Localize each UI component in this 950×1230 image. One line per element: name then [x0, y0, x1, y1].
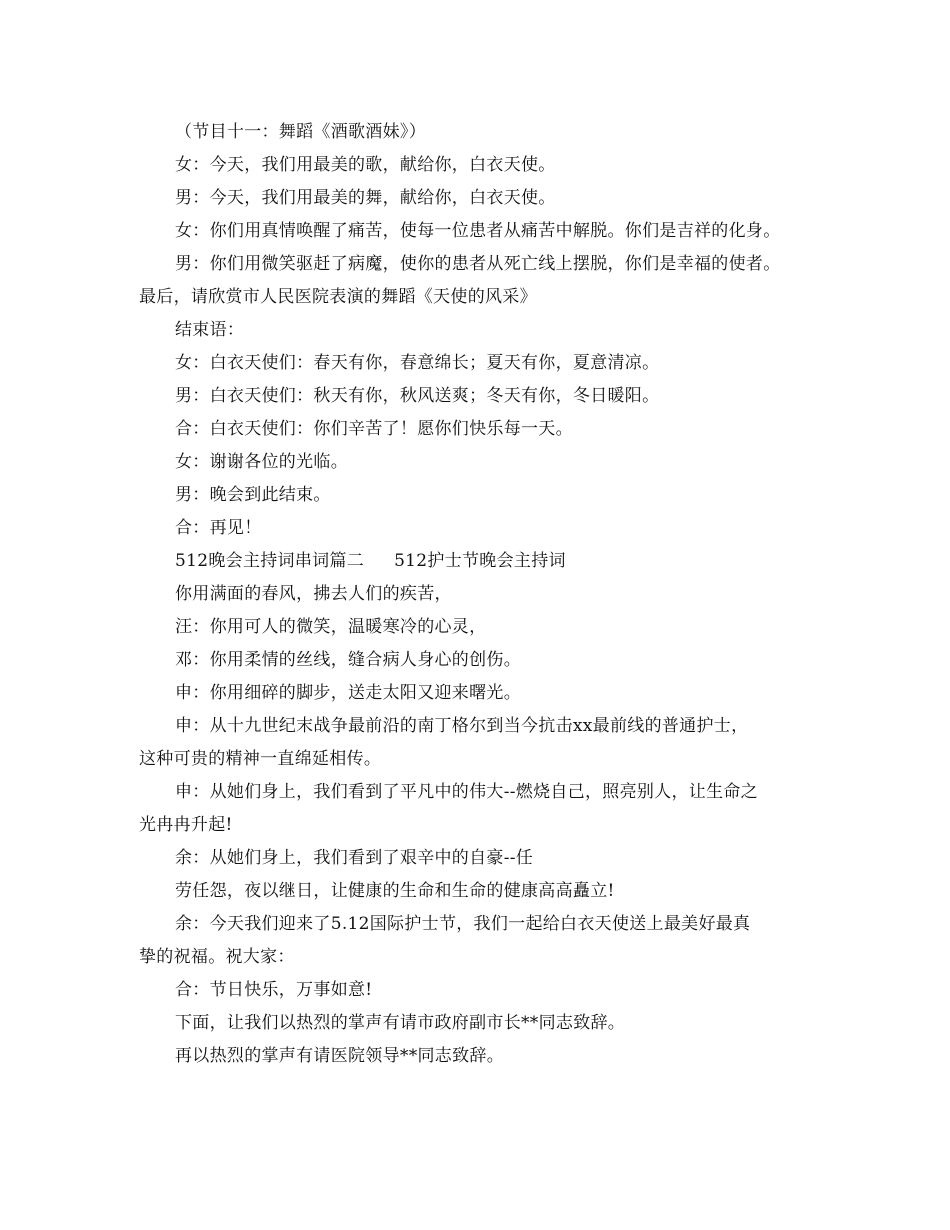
paragraph: 合：再见！ — [175, 518, 262, 538]
paragraph-continuation: 光冉冉升起! — [139, 815, 233, 835]
paragraph: 你用满面的春风，拂去人们的疾苦， — [175, 584, 452, 604]
paragraph: 再以热烈的掌声有请医院领导**同志致辞。 — [175, 1046, 504, 1066]
article-heading-part-2: 512护士节晚会主持词 — [394, 551, 566, 571]
paragraph: 汪：你用可人的微笑，温暖寒冷的心灵， — [175, 617, 487, 637]
paragraph: 余：从她们身上，我们看到了艰辛中的自豪--任 — [175, 848, 534, 868]
paragraph: 女：你们用真情唤醒了痛苦，使每一位患者从痛苦中解脱。你们是吉祥的化身。 — [175, 221, 781, 241]
paragraph: 女：今天，我们用最美的歌，献给你，白衣天使。 — [175, 155, 556, 175]
paragraph: 男：今天，我们用最美的舞，献给你，白衣天使。 — [175, 188, 556, 208]
paragraph: 男：你们用微笑驱赶了病魔，使你的患者从死亡线上摆脱，你们是幸福的使者。 — [175, 254, 781, 274]
paragraph: 男：晚会到此结束。 — [175, 485, 331, 505]
paragraph: 合：节日快乐，万事如意! — [175, 980, 373, 1000]
paragraph: 申：从十九世纪末战争最前沿的南丁格尔到当今抗击xx最前线的普通护士， — [175, 716, 749, 736]
paragraph: 下面，让我们以热烈的掌声有请市政府副市长**同志致辞。 — [175, 1013, 626, 1033]
paragraph: 申：你用细碎的脚步，送走太阳又迎来曙光。 — [175, 683, 521, 703]
paragraph: 劳任怨，夜以继日，让健康的生命和生命的健康高高矗立! — [175, 881, 615, 901]
paragraph-continuation: 最后，请欣赏市人民医院表演的舞蹈《天使的风采》 — [139, 287, 537, 307]
section-heading: 结束语： — [175, 320, 245, 340]
paragraph-continuation: 挚的祝福。祝大家： — [139, 947, 295, 967]
paragraph: 女：白衣天使们：春天有你，春意绵长；夏天有你，夏意清凉。 — [175, 353, 660, 373]
paragraph-continuation: 这种可贵的精神一直绵延相传。 — [139, 749, 382, 769]
program-title: （节目十一：舞蹈《酒歌酒妹》） — [175, 122, 426, 142]
article-heading — [139, 545, 829, 578]
paragraph: 邓：你用柔情的丝线，缝合病人身心的创伤。 — [175, 650, 521, 670]
paragraph: 男：白衣天使们：秋天有你，秋风送爽；冬天有你，冬日暖阳。 — [175, 386, 660, 406]
paragraph: 余：今天我们迎来了5.12国际护士节，我们一起给白衣天使送上最美好最真 — [175, 914, 751, 934]
document-body — [139, 116, 829, 1073]
paragraph: 申：从她们身上，我们看到了平凡中的伟大--燃烧自己，照亮别人，让生命之 — [175, 782, 758, 802]
article-heading-part-1: 512晚会主持词串词篇二 — [175, 551, 365, 571]
paragraph: 女：谢谢各位的光临。 — [175, 452, 348, 472]
paragraph: 合：白衣天使们：你们辛苦了！愿你们快乐每一天。 — [175, 419, 573, 439]
